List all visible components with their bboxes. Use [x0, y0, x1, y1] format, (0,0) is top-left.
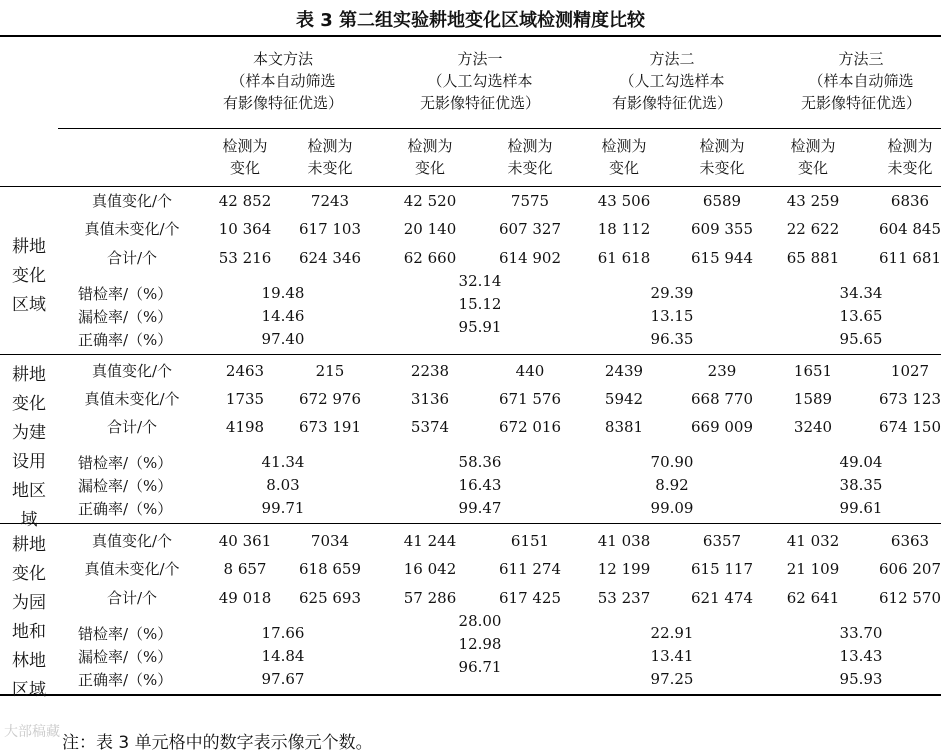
- metric-value: 29.39: [650, 284, 694, 302]
- table-cell: 4198: [225, 418, 265, 436]
- section-rule: [0, 354, 941, 355]
- row-label: 合计/个: [106, 589, 158, 607]
- table-cell: 615 944: [690, 249, 754, 267]
- metric-value: 17.66: [261, 624, 305, 642]
- section-label: 变化: [12, 394, 46, 414]
- table-cell: 3240: [793, 418, 833, 436]
- table-cell: 53 216: [218, 249, 272, 267]
- group-header-3: （人工勾选样本: [619, 72, 725, 90]
- metric-value: 22.91: [650, 624, 694, 642]
- table-cell: 6363: [890, 532, 930, 550]
- table-cell: 672 976: [298, 390, 362, 408]
- table-cell: 42 520: [403, 192, 457, 210]
- group-header-1: （样本自动筛选: [230, 72, 336, 90]
- table-cell: 215: [315, 362, 345, 380]
- row-label: 真值变化/个: [91, 532, 173, 550]
- row-label: 真值变化/个: [91, 192, 173, 210]
- metric-value: 34.34: [839, 284, 883, 302]
- section-label: 林地: [12, 651, 46, 671]
- table-cell: 604 845: [878, 220, 941, 238]
- section-label: 域: [20, 510, 38, 530]
- section-label: 区域: [12, 680, 46, 700]
- table-cell: 8 657: [223, 560, 267, 578]
- table-cell: 611 681: [878, 249, 941, 267]
- metric-value: 13.15: [650, 307, 694, 325]
- metric-value: 95.65: [839, 330, 883, 348]
- group-header-3: 有影像特征优选）: [611, 94, 733, 112]
- table-cell: 1027: [890, 362, 930, 380]
- metric-value: 8.92: [655, 476, 689, 494]
- table-cell: 62 641: [786, 589, 840, 607]
- metric-value: 99.71: [261, 499, 305, 517]
- table-cell: 671 576: [498, 390, 562, 408]
- table-cell: 5942: [604, 390, 644, 408]
- watermark-logo: 大部稿藏: [4, 724, 60, 740]
- table-cell: 12 199: [597, 560, 651, 578]
- section-label: 地和: [12, 622, 46, 642]
- group-header-2: 方法一: [457, 50, 503, 68]
- metric-label: 漏检率/（%）: [78, 308, 173, 326]
- table-cell: 669 009: [690, 418, 754, 436]
- section-rule: [0, 523, 941, 524]
- table-cell: 61 618: [597, 249, 651, 267]
- table-cell: 20 140: [403, 220, 457, 238]
- table-cell: 615 117: [690, 560, 754, 578]
- table-cell: 239: [707, 362, 737, 380]
- group-header-1: 有影像特征优选）: [222, 94, 344, 112]
- metric-value: 8.03: [266, 476, 300, 494]
- section-label: 为建: [12, 423, 46, 443]
- table-note: 注：表 3 单元格中的数字表示像元个数。: [62, 733, 373, 753]
- table-cell: 618 659: [298, 560, 362, 578]
- subheader-cell: 变化: [608, 159, 640, 177]
- table-cell: 2463: [225, 362, 265, 380]
- metric-value: 13.41: [650, 647, 694, 665]
- group-header-2: 无影像特征优选）: [419, 94, 541, 112]
- metric-value: 49.04: [839, 453, 883, 471]
- table-cell: 3136: [410, 390, 450, 408]
- metric-value: 99.61: [839, 499, 883, 517]
- table-cell: 2439: [604, 362, 644, 380]
- metric-label: 正确率/（%）: [78, 331, 173, 349]
- table-cell: 6836: [890, 192, 930, 210]
- group-header-4: 方法三: [838, 50, 884, 68]
- metric-value: 33.70: [839, 624, 883, 642]
- table-cell: 617 425: [498, 589, 562, 607]
- section-label: 耕地: [12, 535, 46, 555]
- row-label: 合计/个: [106, 418, 158, 436]
- header-rule: [0, 186, 941, 187]
- section-label: 变化: [12, 266, 46, 286]
- table-cell: 674 150: [878, 418, 941, 436]
- metric-value: 14.46: [261, 307, 305, 325]
- metric-value: 41.34: [261, 453, 305, 471]
- table-cell: 612 570: [878, 589, 941, 607]
- table-cell: 7243: [310, 192, 350, 210]
- subheader-cell: 检测为: [307, 137, 353, 155]
- table-cell: 41 038: [597, 532, 651, 550]
- table-cell: 7575: [510, 192, 550, 210]
- table-cell: 43 259: [786, 192, 840, 210]
- table-cell: 6589: [702, 192, 742, 210]
- table-cell: 53 237: [597, 589, 651, 607]
- table-cell: 22 622: [786, 220, 840, 238]
- subheader-cell: 检测为: [507, 137, 553, 155]
- metric-value: 12.98: [458, 635, 502, 653]
- metric-value: 14.84: [261, 647, 305, 665]
- top-rule: [0, 35, 941, 37]
- group-header-1: 本文方法: [252, 50, 314, 68]
- group-rule: [58, 128, 941, 129]
- subheader-cell: 检测为: [407, 137, 453, 155]
- metric-value: 13.65: [839, 307, 883, 325]
- section-label: 变化: [12, 564, 46, 584]
- metric-label: 错检率/（%）: [78, 625, 173, 643]
- table-cell: 65 881: [786, 249, 840, 267]
- metric-value: 16.43: [458, 476, 502, 494]
- metric-label: 错检率/（%）: [78, 454, 173, 472]
- metric-value: 95.93: [839, 670, 883, 688]
- table-cell: 609 355: [690, 220, 754, 238]
- row-label: 真值变化/个: [91, 362, 173, 380]
- table-cell: 62 660: [403, 249, 457, 267]
- table-cell: 673 191: [298, 418, 362, 436]
- table-cell: 1589: [793, 390, 833, 408]
- metric-value: 28.00: [458, 612, 502, 630]
- section-label: 耕地: [12, 365, 46, 385]
- table-cell: 57 286: [403, 589, 457, 607]
- metric-value: 95.91: [458, 318, 502, 336]
- table-cell: 21 109: [786, 560, 840, 578]
- metric-label: 漏检率/（%）: [78, 648, 173, 666]
- subheader-cell: 未变化: [307, 159, 353, 177]
- row-label: 合计/个: [106, 249, 158, 267]
- subheader-cell: 变化: [229, 159, 261, 177]
- group-header-4: （样本自动筛选: [808, 72, 914, 90]
- table-title: 表 3 第二组实验耕地变化区域检测精度比较: [295, 10, 646, 31]
- subheader-cell: 变化: [414, 159, 446, 177]
- subheader-cell: 未变化: [507, 159, 553, 177]
- metric-value: 32.14: [458, 272, 502, 290]
- metric-label: 错检率/（%）: [78, 285, 173, 303]
- metric-value: 19.48: [261, 284, 305, 302]
- table-cell: 621 474: [690, 589, 754, 607]
- metric-value: 97.67: [261, 670, 305, 688]
- table-cell: 607 327: [498, 220, 562, 238]
- table-cell: 41 244: [403, 532, 457, 550]
- table-cell: 606 207: [878, 560, 941, 578]
- table-cell: 624 346: [298, 249, 362, 267]
- table-cell: 7034: [310, 532, 350, 550]
- table-cell: 18 112: [597, 220, 651, 238]
- metric-value: 99.47: [458, 499, 502, 517]
- section-label: 为园: [12, 593, 46, 613]
- table-cell: 1735: [225, 390, 265, 408]
- metric-value: 58.36: [458, 453, 502, 471]
- table-cell: 673 123: [878, 390, 941, 408]
- subheader-cell: 检测为: [222, 137, 268, 155]
- section-label: 设用: [12, 452, 46, 472]
- subheader-cell: 未变化: [699, 159, 745, 177]
- table-cell: 617 103: [298, 220, 362, 238]
- table-cell: 8381: [604, 418, 644, 436]
- row-label: 真值未变化/个: [84, 560, 180, 578]
- metric-label: 漏检率/（%）: [78, 477, 173, 495]
- table-cell: 40 361: [218, 532, 272, 550]
- table-cell: 1651: [793, 362, 833, 380]
- group-header-4: 无影像特征优选）: [800, 94, 922, 112]
- table-cell: 16 042: [403, 560, 457, 578]
- subheader-cell: 检测为: [699, 137, 745, 155]
- metric-value: 15.12: [458, 295, 502, 313]
- metric-label: 正确率/（%）: [78, 500, 173, 518]
- table-cell: 5374: [410, 418, 450, 436]
- metric-value: 13.43: [839, 647, 883, 665]
- section-label: 地区: [12, 481, 46, 501]
- subheader-cell: 检测为: [790, 137, 836, 155]
- metric-value: 38.35: [839, 476, 883, 494]
- table-cell: 672 016: [498, 418, 562, 436]
- group-header-3: 方法二: [649, 50, 695, 68]
- table-cell: 2238: [410, 362, 450, 380]
- metric-value: 97.25: [650, 670, 694, 688]
- table-cell: 668 770: [690, 390, 754, 408]
- table-cell: 6357: [702, 532, 742, 550]
- table-cell: 49 018: [218, 589, 272, 607]
- subheader-cell: 变化: [797, 159, 829, 177]
- metric-value: 70.90: [650, 453, 694, 471]
- subheader-cell: 检测为: [601, 137, 647, 155]
- subheader-cell: 未变化: [887, 159, 933, 177]
- table-cell: 440: [515, 362, 545, 380]
- section-label: 区域: [12, 295, 46, 315]
- metric-value: 99.09: [650, 499, 694, 517]
- table-cell: 614 902: [498, 249, 562, 267]
- row-label: 真值未变化/个: [84, 390, 180, 408]
- table-cell: 43 506: [597, 192, 651, 210]
- table-cell: 41 032: [786, 532, 840, 550]
- table-cell: 6151: [510, 532, 550, 550]
- table-cell: 42 852: [218, 192, 272, 210]
- group-header-2: （人工勾选样本: [427, 72, 533, 90]
- table-cell: 611 274: [498, 560, 562, 578]
- section-label: 耕地: [12, 237, 46, 257]
- metric-value: 96.71: [458, 658, 502, 676]
- metric-label: 正确率/（%）: [78, 671, 173, 689]
- subheader-cell: 检测为: [887, 137, 933, 155]
- row-label: 真值未变化/个: [84, 220, 180, 238]
- bottom-rule: [0, 694, 941, 696]
- metric-value: 96.35: [650, 330, 694, 348]
- metric-value: 97.40: [261, 330, 305, 348]
- table-cell: 625 693: [298, 589, 362, 607]
- table-cell: 10 364: [218, 220, 272, 238]
